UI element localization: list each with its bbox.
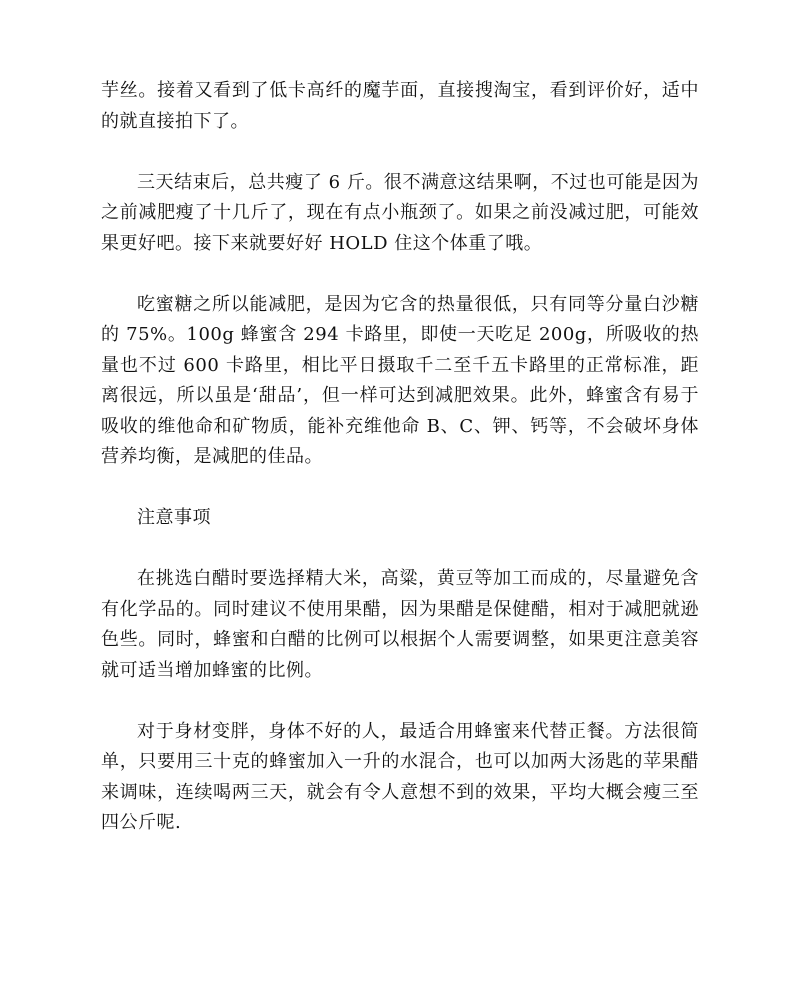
section-heading-notes: 注意事项 bbox=[137, 507, 211, 528]
paragraph-vinegar-tips: 在挑选白醋时要选择精大米，高粱，黄豆等加工而成的，尽量避免含有化学品的。同时建议不使用果醋，因为果醋是保健醋，相对于减肥就逊色些。同时，蜂蜜和白醋的比例可以根据个人需要调整，如果更注意美容就可适当增加蜂蜜的比例。 bbox=[101, 568, 699, 681]
paragraph-meal-replacement: 对于身材变胖，身体不好的人，最适合用蜂蜜来代替正餐。方法很简单，只要用三十克的蜂蜜加入一升的水混合，也可以加两大汤匙的苹果醋来调味，连续喝两三天，就会有令人意想不到的效果，平均大概会瘦三至四公斤呢. bbox=[101, 720, 699, 833]
paragraph-honey-explanation: 吃蜜糖之所以能减肥，是因为它含的热量很低，只有同等分量白沙糖的 75%。100g 蜂蜜含 294 卡路里，即使一天吃足 200g，所吸收的热量也不过 600 卡路里，相比平日摄取千二至千五卡路里的正常标准，距离很远，所以虽是‘甜品’，但一样可达到减肥效果。此外，蜂蜜含有易于吸收的维他命和矿物质，能补充维他命 B、C、钾、钙等，不会破坏身体营养均衡，是减肥的佳品。 bbox=[101, 293, 699, 467]
document-body bbox=[101, 76, 699, 869]
paragraph-continuation: 芋丝。接着又看到了低卡高纤的魔芋面，直接搜淘宝，看到评价好，适中的就直接拍下了。 bbox=[101, 80, 699, 132]
paragraph-result: 三天结束后，总共瘦了 6 斤。很不满意这结果啊，不过也可能是因为之前减肥瘦了十几斤了，现在有点小瓶颈了。如果之前没减过肥，可能效果更好吧。接下来就要好好 HOLD 住这个体重了哦。 bbox=[101, 171, 699, 254]
